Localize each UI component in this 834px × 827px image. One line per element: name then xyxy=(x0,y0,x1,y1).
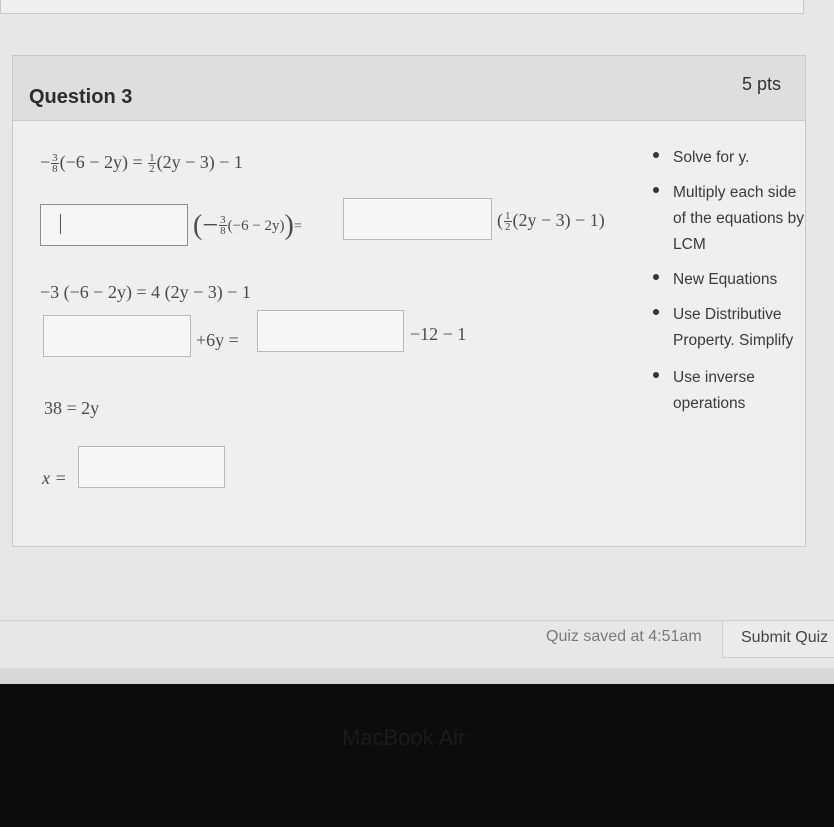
simplified-equation: 38 = 2y xyxy=(44,398,100,418)
step1-right-open: ( xyxy=(497,210,503,230)
eq-lhs-paren: (−6 − 2y) = xyxy=(59,152,143,172)
submit-quiz-button[interactable]: Submit Quiz xyxy=(722,620,834,658)
hint-text xyxy=(673,365,755,417)
original-equation xyxy=(40,152,243,174)
hint-text xyxy=(673,180,804,258)
laptop-brand-label: MacBook Air xyxy=(342,725,466,750)
hint-line: Use Distributive xyxy=(673,306,782,323)
bullet-icon xyxy=(653,274,659,280)
hint-line: operations xyxy=(673,395,746,412)
bullet-icon xyxy=(653,309,659,315)
text-cursor xyxy=(60,214,61,234)
eq-rhs-frac-num: 1 xyxy=(149,152,155,165)
hint-line: Multiply each side xyxy=(673,184,797,201)
question-title: Question 3 xyxy=(29,86,133,108)
eq-lhs-fraction xyxy=(51,153,59,174)
previous-question-box xyxy=(0,0,804,14)
step1-inner: (−6 − 2y) xyxy=(227,218,285,234)
step1-open-paren: (− xyxy=(193,209,219,241)
question-header xyxy=(13,56,805,121)
question-points: 5 pts xyxy=(741,74,781,94)
footer-divider xyxy=(0,620,834,621)
lcm-right-input[interactable] xyxy=(343,198,492,240)
hint-text xyxy=(673,302,793,354)
new-equation: −3 (−6 − 2y) = 4 (2y − 3) − 1 xyxy=(40,282,251,302)
step3-middle: +6y = xyxy=(196,330,239,350)
hint-text xyxy=(673,145,749,171)
bullet-icon xyxy=(653,187,659,193)
hint-line: Solve for y. xyxy=(673,149,750,166)
step1-equals: = xyxy=(293,219,302,234)
bullet-icon xyxy=(653,372,659,378)
step1-right-fraction xyxy=(504,211,512,232)
step1-close-paren: ) xyxy=(284,209,294,241)
eq-lhs-frac-num: 3 xyxy=(52,152,58,165)
step1-frac-num: 3 xyxy=(220,214,226,227)
step1-right-frac-den: 2 xyxy=(505,221,511,234)
step1-fraction xyxy=(219,215,227,236)
quiz-saved-status: Quiz saved at 4:51am xyxy=(546,628,702,645)
hint-line: of the equations by xyxy=(673,210,804,227)
eq-rhs-rest: (2y − 3) − 1 xyxy=(156,152,243,172)
step1-frac-den: 8 xyxy=(220,225,226,238)
hint-line: Property. Simplify xyxy=(673,332,794,349)
bullet-icon xyxy=(653,152,659,158)
step1-right-expression xyxy=(497,210,605,232)
eq-rhs-frac-den: 2 xyxy=(149,163,155,176)
answer-input[interactable] xyxy=(78,446,225,488)
step1-left-expression xyxy=(193,209,302,241)
hint-line: New Equations xyxy=(673,271,778,288)
lcm-left-input[interactable] xyxy=(40,204,188,246)
eq-lhs-sign: − xyxy=(40,152,51,172)
hint-line: Use inverse xyxy=(673,369,755,386)
eq-lhs-frac-den: 8 xyxy=(52,163,58,176)
distribute-right-input[interactable] xyxy=(257,310,404,352)
step3-right: −12 − 1 xyxy=(410,324,467,344)
step1-right-frac-num: 1 xyxy=(505,210,511,223)
eq-rhs-fraction xyxy=(148,153,156,174)
hint-text xyxy=(673,267,777,293)
distribute-left-input[interactable] xyxy=(43,315,191,357)
hint-line: LCM xyxy=(673,236,706,253)
step1-right-rest: (2y − 3) − 1) xyxy=(512,210,605,230)
answer-label: x = xyxy=(42,468,67,488)
laptop-bezel xyxy=(0,684,834,827)
